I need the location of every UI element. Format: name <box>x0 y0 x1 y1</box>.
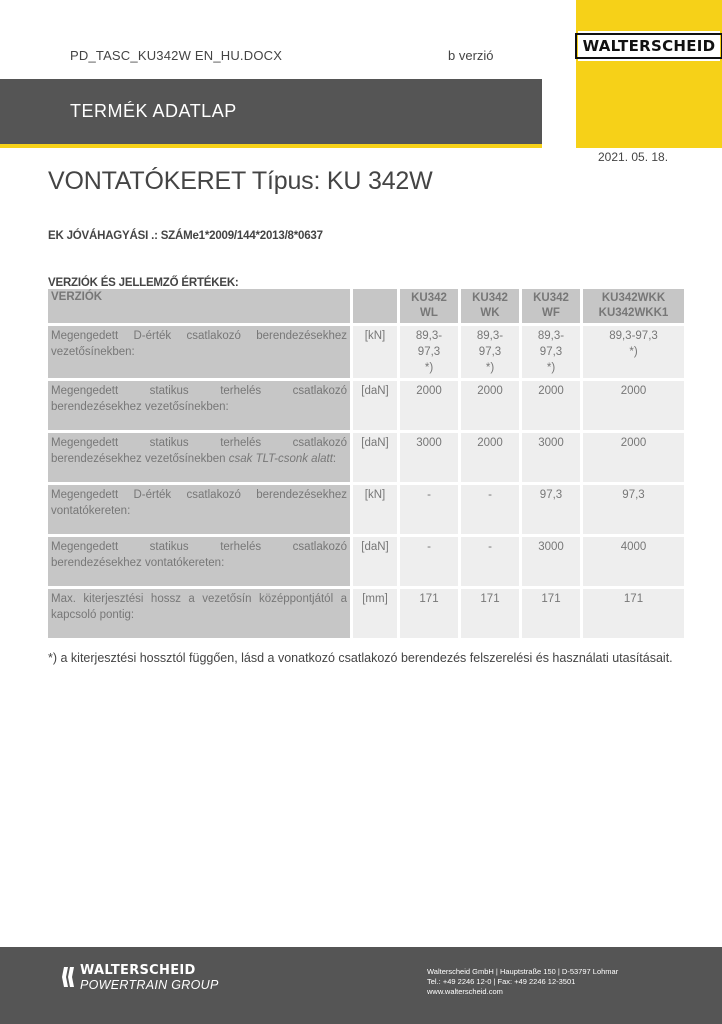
footer-brand: WALTERSCHEID <box>80 963 196 978</box>
table-header-col: KU342 WL <box>400 289 461 326</box>
row-value: 2000 <box>583 433 684 485</box>
row-description: Megengedett D-érték csatlakozó berendezésekhez vezetősínekben: <box>48 326 353 381</box>
row-unit: [daN] <box>353 381 400 433</box>
table-row <box>48 589 684 641</box>
document-filename: PD_TASC_KU342W EN_HU.DOCX <box>70 48 283 63</box>
walterscheid-emblem-icon <box>62 965 74 989</box>
document-date: 2021. 05. 18. <box>598 150 669 164</box>
row-value: - <box>461 485 522 537</box>
approval-number: EK JÓVÁHAGYÁSI .: SZÁMe1*2009/144*2013/8*0637 <box>48 230 323 242</box>
footer-address <box>427 967 618 997</box>
row-description: Megengedett statikus terhelés csatlakozó berendezésekhez vezetősínekben: <box>48 381 353 433</box>
row-value: 171 <box>522 589 583 641</box>
row-unit: [daN] <box>353 537 400 589</box>
document-version: b verzió <box>448 48 494 63</box>
row-value: 2000 <box>400 381 461 433</box>
section-title: VERZIÓK ÉS JELLEMZŐ ÉRTÉKEK: <box>48 277 239 289</box>
row-unit: [kN] <box>353 326 400 381</box>
row-value: 4000 <box>583 537 684 589</box>
footer-address-line: Walterscheid GmbH | Hauptstraße 150 | D-53797 Lohmar <box>427 967 619 976</box>
row-value: 171 <box>461 589 522 641</box>
row-value: 89,3-97,3 *) <box>583 326 684 381</box>
row-value: 2000 <box>583 381 684 433</box>
logo-text: WALTERSCHEID <box>575 33 722 59</box>
row-unit: [daN] <box>353 433 400 485</box>
row-description: Megengedett statikus terhelés csatlakozó berendezésekhez vontatókereten: <box>48 537 353 589</box>
row-value: 3000 <box>522 433 583 485</box>
row-value: 171 <box>583 589 684 641</box>
row-value: 89,3- 97,3 *) <box>400 326 461 381</box>
table-row <box>48 381 684 433</box>
row-value: - <box>400 485 461 537</box>
footnote: *) a kiterjesztési hossztól függően, lásd a vonatkozó csatlakozó berendezés felszerelési és használati utasításait. <box>48 651 673 665</box>
row-description: Megengedett D-érték csatlakozó berendezésekhez vontatókereten: <box>48 485 353 537</box>
row-unit: [kN] <box>353 485 400 537</box>
table-header-col: KU342 WF <box>522 289 583 326</box>
page-title: VONTATÓKERET Típus: KU 342W <box>48 167 433 195</box>
row-unit: [mm] <box>353 589 400 641</box>
row-value: 97,3 <box>583 485 684 537</box>
row-value: 2000 <box>461 433 522 485</box>
table-row <box>48 485 684 537</box>
row-value: 2000 <box>461 381 522 433</box>
row-value: - <box>461 537 522 589</box>
table-header-col: KU342WKK KU342WKK1 <box>583 289 684 326</box>
row-value: 171 <box>400 589 461 641</box>
table-header-label: VERZIÓK <box>48 289 353 326</box>
footer-group: POWERTRAIN GROUP <box>80 978 219 992</box>
table-row <box>48 433 684 485</box>
row-value: 89,3- 97,3 *) <box>522 326 583 381</box>
row-value: 97,3 <box>522 485 583 537</box>
row-value: 3000 <box>522 537 583 589</box>
versions-table <box>48 289 684 641</box>
footer-address-line: www.walterscheid.com <box>427 987 503 996</box>
table-row <box>48 537 684 589</box>
row-description: Max. kiterjesztési hossz a vezetősín középpontjától a kapcsoló pontig: <box>48 589 353 641</box>
footer-address-line: Tel.: +49 2246 12-0 | Fax: +49 2246 12-3501 <box>427 977 576 986</box>
row-value: 3000 <box>400 433 461 485</box>
table-row <box>48 326 684 381</box>
row-value: 89,3- 97,3 *) <box>461 326 522 381</box>
row-value: 2000 <box>522 381 583 433</box>
title-band-underline <box>0 144 542 148</box>
row-value: - <box>400 537 461 589</box>
row-description: Megengedett statikus terhelés csatlakozó berendezésekhez vezetősínekben csak TLT-csonk alatt: <box>48 433 353 485</box>
table-header-col: KU342 WK <box>461 289 522 326</box>
brand-yellow-block <box>576 0 722 148</box>
datasheet-heading: TERMÉK ADATLAP <box>70 101 237 121</box>
table-header-unit <box>353 289 400 326</box>
walterscheid-logo <box>578 31 720 61</box>
table-header-row <box>48 289 684 326</box>
